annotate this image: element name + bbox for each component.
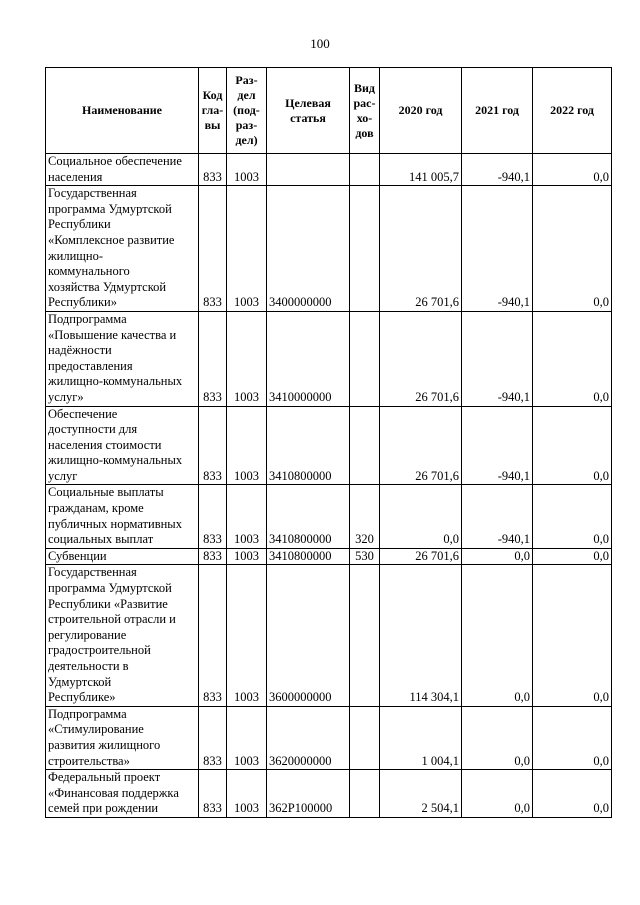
header-section: Раз- дел (под- раз- дел) bbox=[227, 68, 267, 154]
header-name: Наименование bbox=[46, 68, 199, 154]
row-2021: -940,1 bbox=[462, 406, 533, 485]
row-code: 833 bbox=[199, 548, 227, 565]
row-section: 1003 bbox=[227, 565, 267, 706]
page-number: 100 bbox=[310, 36, 330, 51]
budget-table bbox=[45, 67, 612, 818]
row-2021: -940,1 bbox=[462, 311, 533, 406]
row-target: 3600000000 bbox=[267, 565, 350, 706]
row-section: 1003 bbox=[227, 485, 267, 548]
row-kind bbox=[350, 186, 380, 312]
row-name: Социальные выплаты гражданам, кроме публичных нормативных социальных выплат bbox=[46, 485, 199, 548]
row-target: 3410800000 bbox=[267, 406, 350, 485]
table-row bbox=[46, 548, 612, 565]
row-2022: 0,0 bbox=[533, 406, 612, 485]
row-name: Субвенции bbox=[46, 548, 199, 565]
row-2020: 0,0 bbox=[380, 485, 462, 548]
row-target: 3410800000 bbox=[267, 548, 350, 565]
header-target: Целевая статья bbox=[267, 68, 350, 154]
row-code: 833 bbox=[199, 186, 227, 312]
row-2020: 141 005,7 bbox=[380, 154, 462, 186]
row-target: 362P100000 bbox=[267, 770, 350, 818]
header-code: Код гла- вы bbox=[199, 68, 227, 154]
row-2020: 26 701,6 bbox=[380, 406, 462, 485]
row-2022: 0,0 bbox=[533, 186, 612, 312]
table-row bbox=[46, 770, 612, 818]
row-2022: 0,0 bbox=[533, 565, 612, 706]
row-code: 833 bbox=[199, 406, 227, 485]
row-code: 833 bbox=[199, 770, 227, 818]
row-name: Обеспечение доступности для населения стоимости жилищно-коммунальных услуг bbox=[46, 406, 199, 485]
row-code: 833 bbox=[199, 565, 227, 706]
row-2022: 0,0 bbox=[533, 770, 612, 818]
row-section: 1003 bbox=[227, 311, 267, 406]
row-section: 1003 bbox=[227, 406, 267, 485]
table-header-row bbox=[46, 68, 612, 154]
row-kind bbox=[350, 770, 380, 818]
row-target: 3410000000 bbox=[267, 311, 350, 406]
header-2022: 2022 год bbox=[533, 68, 612, 154]
row-2021: 0,0 bbox=[462, 548, 533, 565]
row-2022: 0,0 bbox=[533, 706, 612, 769]
row-kind: 320 bbox=[350, 485, 380, 548]
row-name: Федеральный проект «Финансовая поддержка семей при рождении bbox=[46, 770, 199, 818]
row-2021: -940,1 bbox=[462, 154, 533, 186]
row-2022: 0,0 bbox=[533, 154, 612, 186]
row-2020: 114 304,1 bbox=[380, 565, 462, 706]
row-kind: 530 bbox=[350, 548, 380, 565]
row-section: 1003 bbox=[227, 186, 267, 312]
row-code: 833 bbox=[199, 311, 227, 406]
row-target bbox=[267, 154, 350, 186]
row-name: Государственная программа Удмуртской Республики «Развитие строительной отрасли и регулирование градостроительной деятельности в Удмуртской Республике» bbox=[46, 565, 199, 706]
row-2021: 0,0 bbox=[462, 770, 533, 818]
row-2022: 0,0 bbox=[533, 311, 612, 406]
row-2021: 0,0 bbox=[462, 565, 533, 706]
row-target: 3410800000 bbox=[267, 485, 350, 548]
row-name: Подпрограмма «Стимулирование развития жилищного строительства» bbox=[46, 706, 199, 769]
header-2021: 2021 год bbox=[462, 68, 533, 154]
row-code: 833 bbox=[199, 485, 227, 548]
row-kind bbox=[350, 154, 380, 186]
row-code: 833 bbox=[199, 706, 227, 769]
table-row bbox=[46, 565, 612, 706]
row-kind bbox=[350, 406, 380, 485]
row-2020: 1 004,1 bbox=[380, 706, 462, 769]
row-2020: 26 701,6 bbox=[380, 548, 462, 565]
row-2022: 0,0 bbox=[533, 485, 612, 548]
row-kind bbox=[350, 311, 380, 406]
row-2021: -940,1 bbox=[462, 186, 533, 312]
row-2020: 2 504,1 bbox=[380, 770, 462, 818]
row-target: 3620000000 bbox=[267, 706, 350, 769]
table-row bbox=[46, 154, 612, 186]
row-name: Социальное обеспечение населения bbox=[46, 154, 199, 186]
row-2022: 0,0 bbox=[533, 548, 612, 565]
row-2021: 0,0 bbox=[462, 706, 533, 769]
row-code: 833 bbox=[199, 154, 227, 186]
row-kind bbox=[350, 565, 380, 706]
table-row bbox=[46, 406, 612, 485]
row-2020: 26 701,6 bbox=[380, 311, 462, 406]
row-name: Государственная программа Удмуртской Республики «Комплексное развитие жилищно- коммунального хозяйства Удмуртской Республики» bbox=[46, 186, 199, 312]
row-2020: 26 701,6 bbox=[380, 186, 462, 312]
row-section: 1003 bbox=[227, 548, 267, 565]
table-row bbox=[46, 706, 612, 769]
table-row bbox=[46, 311, 612, 406]
row-section: 1003 bbox=[227, 706, 267, 769]
row-section: 1003 bbox=[227, 154, 267, 186]
row-name: Подпрограмма «Повышение качества и надёжности предоставления жилищно-коммунальных услуг» bbox=[46, 311, 199, 406]
header-kind: Вид рас- хо- дов bbox=[350, 68, 380, 154]
table-row bbox=[46, 485, 612, 548]
row-kind bbox=[350, 706, 380, 769]
row-section: 1003 bbox=[227, 770, 267, 818]
row-2021: -940,1 bbox=[462, 485, 533, 548]
row-target: 3400000000 bbox=[267, 186, 350, 312]
table-row bbox=[46, 186, 612, 312]
header-2020: 2020 год bbox=[380, 68, 462, 154]
